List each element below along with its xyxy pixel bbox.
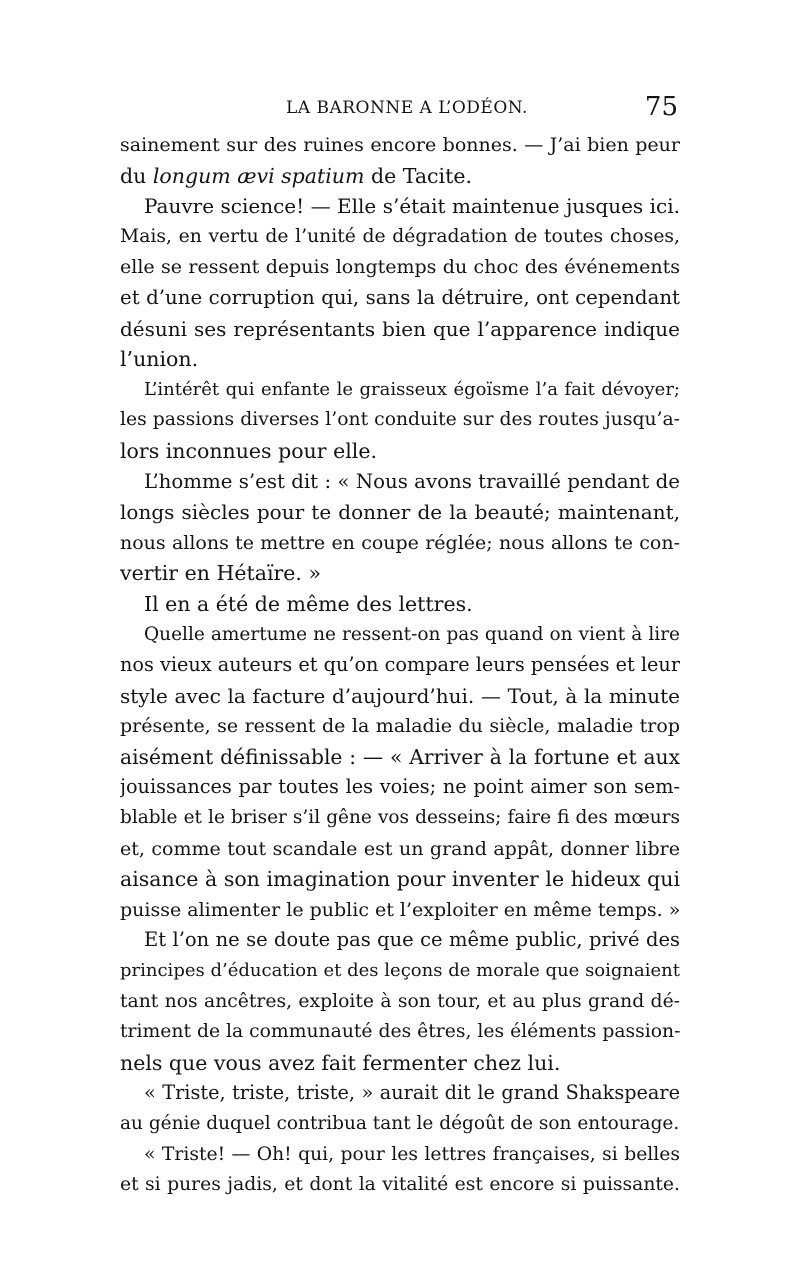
text-line: nous allons te mettre en coupe réglée; nous allons te con- — [120, 531, 680, 554]
text-line: lors inconnues pour elle. — [120, 438, 377, 463]
paragraph-start: « Triste, triste, triste, » aurait dit le grand Shakspeare — [144, 1081, 680, 1105]
page-header — [120, 92, 680, 122]
paragraph-start: Il en a été de même des lettres. — [144, 591, 473, 616]
text-line: vertir en Hétaïre. » — [120, 561, 322, 586]
text-line: les passions diverses l’ont conduite sur des routes jusqu’a- — [120, 409, 680, 431]
text-line: aisance à son imagination pour inventer le hideux qui — [120, 867, 680, 892]
running-title: LA BARONNE A L’ODÉON. — [286, 98, 528, 118]
body-text — [120, 130, 680, 1201]
paragraph-start: « Triste! — Oh! qui, pour les lettres françaises, si belles — [144, 1143, 680, 1165]
text-line: désuni ses représentants bien que l’apparence indique — [120, 316, 680, 341]
text-line: jouissances par toutes les voies; ne point aimer son sem- — [120, 775, 680, 799]
text-fragment: du — [120, 163, 153, 188]
text-line: au génie duquel contribua tant le dégoût de son entourage. — [120, 1113, 680, 1134]
paragraph-start: Quelle amertume ne ressent-on pas quand on vient à lire — [144, 623, 680, 645]
text-line: principes d’éducation et des leçons de morale que soignaient — [120, 960, 680, 982]
text-line: Mais, en vertu de l’unité de dégradation de toutes choses, — [120, 225, 680, 247]
latin-quotation: longum ævi spatium — [152, 163, 365, 188]
paragraph-start: L’intérêt qui enfante le graisseux égoïsme l’a fait dévoyer; — [144, 378, 680, 400]
text-line: triment de la communauté des êtres, les éléments passion- — [120, 1021, 680, 1043]
paragraph-start: Pauvre science! — Elle s’était maintenue jusques ici. — [144, 194, 680, 219]
text-line: et si pures jadis, et dont la vitalité est encore si puissante. — [120, 1174, 680, 1196]
text-line: aisément définissable : — « Arriver à la fortune et aux — [120, 744, 680, 769]
text-line: elle se ressent depuis longtemps du choc des événements — [120, 256, 680, 279]
text-line: nels que vous avez fait fermenter chez lui. — [120, 1050, 561, 1075]
text-line: présente, se ressent de la maladie du siècle, maladie trop — [120, 715, 680, 738]
text-line: puisse alimenter le public et l’exploiter en même temps. » — [120, 898, 680, 921]
text-line: longs siècles pour te donner de la beauté; maintenant, — [120, 500, 680, 525]
text-line: et, comme tout scandale est un grand appât, donner libre — [120, 837, 680, 860]
text-fragment: de Tacite. — [364, 163, 472, 188]
paragraph-start: Et l’on ne se doute pas que ce même public, privé des — [144, 928, 680, 952]
text-line: nos vieux auteurs et qu’on compare leurs pensées et leur — [120, 653, 680, 677]
text-line: l’union. — [120, 347, 199, 372]
text-line: et d’une corruption qui, sans la détruire, ont cependant — [120, 285, 680, 309]
text-line: tant nos ancêtres, exploite à son tour, et au plus grand dé- — [120, 990, 680, 1012]
text-line: sainement sur des ruines encore bonnes. — J’ai bien peur — [120, 134, 680, 156]
paragraph-start: L’homme s’est dit : « Nous avons travaillé pendant de — [144, 469, 680, 493]
page-number: 75 — [644, 92, 678, 122]
text-line: blable et le briser s’il gêne vos desseins; faire fi des mœurs — [120, 807, 680, 829]
text-line: style avec la facture d’aujourd’hui. — Tout, à la minute — [120, 683, 680, 708]
text-line — [120, 161, 680, 192]
